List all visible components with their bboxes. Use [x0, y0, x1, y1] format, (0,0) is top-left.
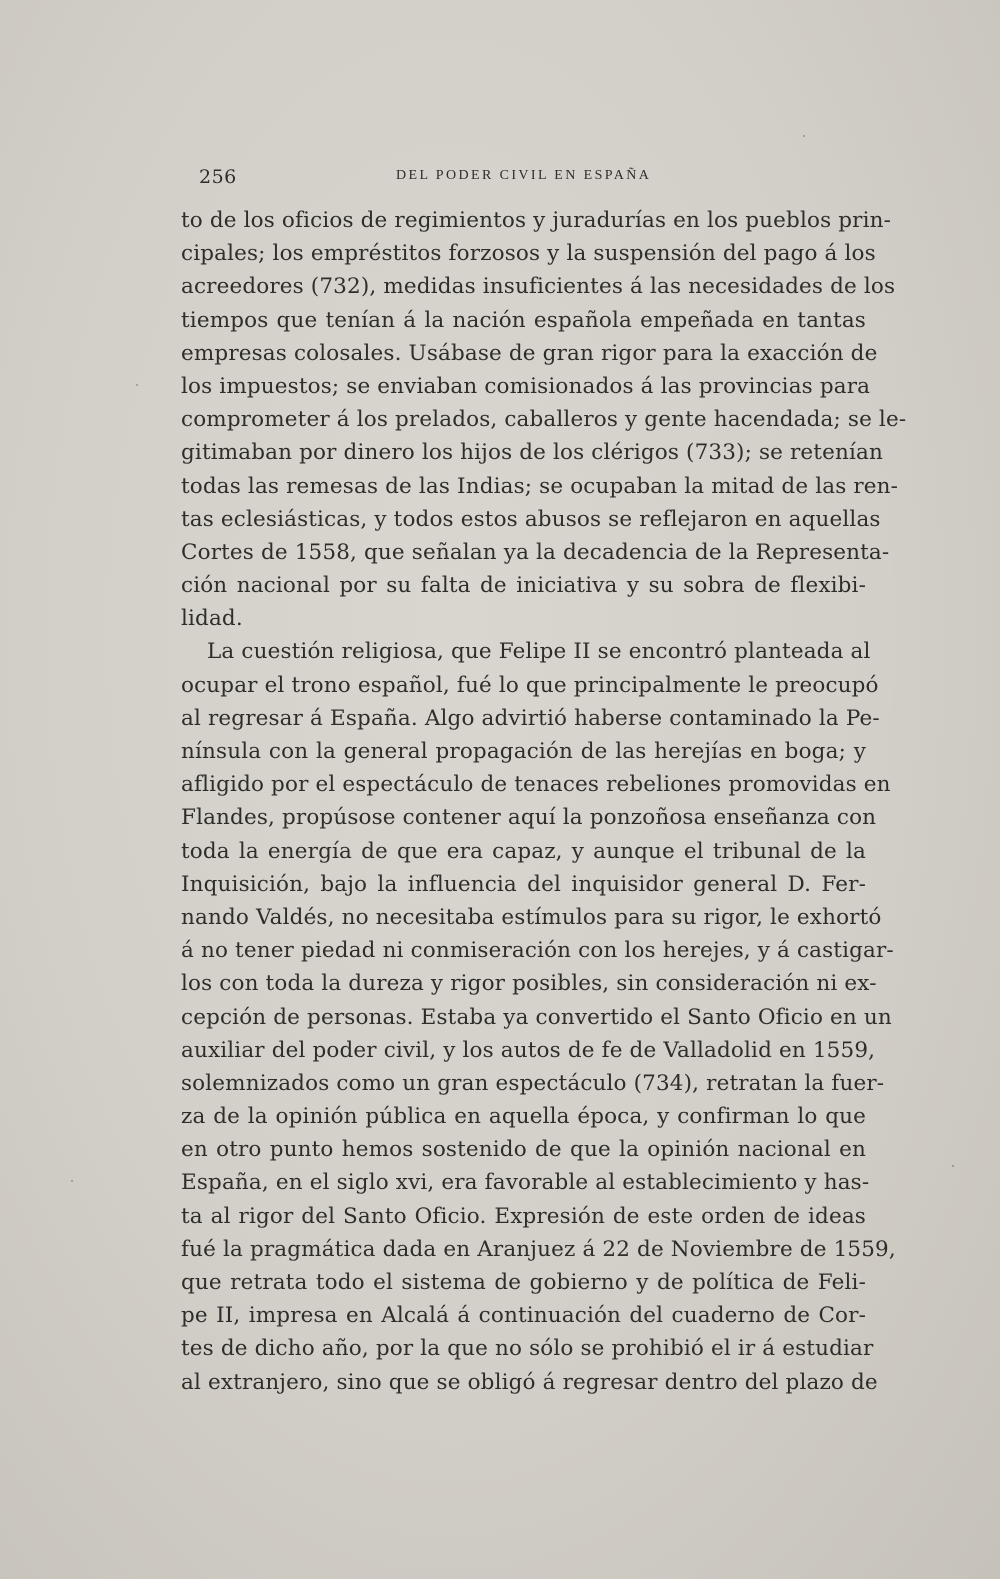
text-line: al regresar á España. Algo advirtió haberse contaminado la Pe-	[181, 705, 880, 731]
text-line: ocupar el trono español, fué lo que principalmente le preocupó	[181, 672, 879, 698]
text-line: cipales; los empréstitos forzosos y la suspensión del pago á los	[181, 241, 876, 267]
text-line: pe II, impresa en Alcalá á continuación del cuaderno de Cor-	[181, 1303, 866, 1329]
text-line: en otro punto hemos sostenido de que la opinión nacional en	[181, 1137, 866, 1163]
paper-speck	[136, 384, 138, 386]
text-line: lidad.	[181, 606, 243, 632]
page-number: 256	[199, 166, 237, 188]
text-line: tiempos que tenían á la nación española empeñada en tantas	[181, 307, 866, 333]
text-line: za de la opinión pública en aquella época, y confirman lo que	[181, 1104, 866, 1130]
text-line: comprometer á los prelados, caballeros y gente hacendada; se le-	[181, 407, 907, 433]
text-line: nínsula con la general propagación de las herejías en boga; y	[181, 739, 866, 764]
text-line: acreedores (732), medidas insuficientes á las necesidades de los	[181, 274, 896, 300]
paper-speck	[803, 135, 805, 137]
text-line: Cortes de 1558, que señalan ya la decadencia de la Representa-	[181, 539, 890, 565]
text-line: cepción de personas. Estaba ya convertido el Santo Oficio en un	[181, 1004, 892, 1030]
running-title: DEL PODER CIVIL EN ESPAÑA	[396, 168, 652, 183]
paper-speck	[71, 1180, 73, 1182]
paragraph-first-line: La cuestión religiosa, que Felipe II se encontró planteada al	[207, 639, 871, 665]
text-line: todas las remesas de las Indias; se ocupaban la mitad de las ren-	[181, 473, 899, 499]
text-line: toda la energía de que era capaz, y aunque el tribunal de la	[181, 838, 866, 864]
text-line: ción nacional por su falta de iniciativa y su sobra de flexibi-	[181, 573, 866, 599]
text-line: nando Valdés, no necesitaba estímulos para su rigor, le exhortó	[181, 904, 882, 930]
text-line: tas eclesiásticas, y todos estos abusos se reflejaron en aquellas	[181, 506, 881, 532]
running-header	[181, 166, 871, 196]
text-line: á no tener piedad ni conmiseración con los herejes, y á castigar-	[181, 938, 894, 964]
text-line: Inquisición, bajo la influencia del inquisidor general D. Fer-	[181, 871, 866, 897]
text-line: los con toda la dureza y rigor posibles, sin consideración ni ex-	[181, 971, 877, 997]
text-line: empresas colosales. Usábase de gran rigor para la exacción de	[181, 340, 878, 366]
text-line: solemnizados como un gran espectáculo (734), retratan la fuer-	[181, 1070, 885, 1096]
text-line: tes de dicho año, por la que no sólo se prohibió el ir á estudiar	[181, 1336, 874, 1362]
text-line: auxiliar del poder civil, y los autos de fe de Valladolid en 1559,	[181, 1037, 876, 1063]
text-line: fué la pragmática dada en Aranjuez á 22 de Noviembre de 1559,	[181, 1236, 896, 1262]
text-line: Flandes, propúsose contener aquí la ponzoñosa enseñanza con	[181, 805, 877, 831]
body-text	[181, 204, 907, 1399]
text-line: los impuestos; se enviaban comisionados á las provincias para	[181, 373, 871, 399]
paper-speck	[952, 1165, 954, 1167]
text-line: gitimaban por dinero los hijos de los clérigos (733); se retenían	[181, 440, 883, 466]
text-line: to de los oficios de regimientos y juradurías en los pueblos prin-	[181, 208, 892, 233]
text-line: afligido por el espectáculo de tenaces rebeliones promovidas en	[181, 772, 891, 798]
text-line: que retrata todo el sistema de gobierno y de política de Feli-	[181, 1270, 866, 1295]
text-line: España, en el siglo xvi, era favorable al establecimiento y has-	[181, 1170, 870, 1196]
text-line: ta al rigor del Santo Oficio. Expresión de este orden de ideas	[181, 1203, 866, 1229]
text-line: al extranjero, sino que se obligó á regresar dentro del plazo de	[181, 1369, 878, 1395]
